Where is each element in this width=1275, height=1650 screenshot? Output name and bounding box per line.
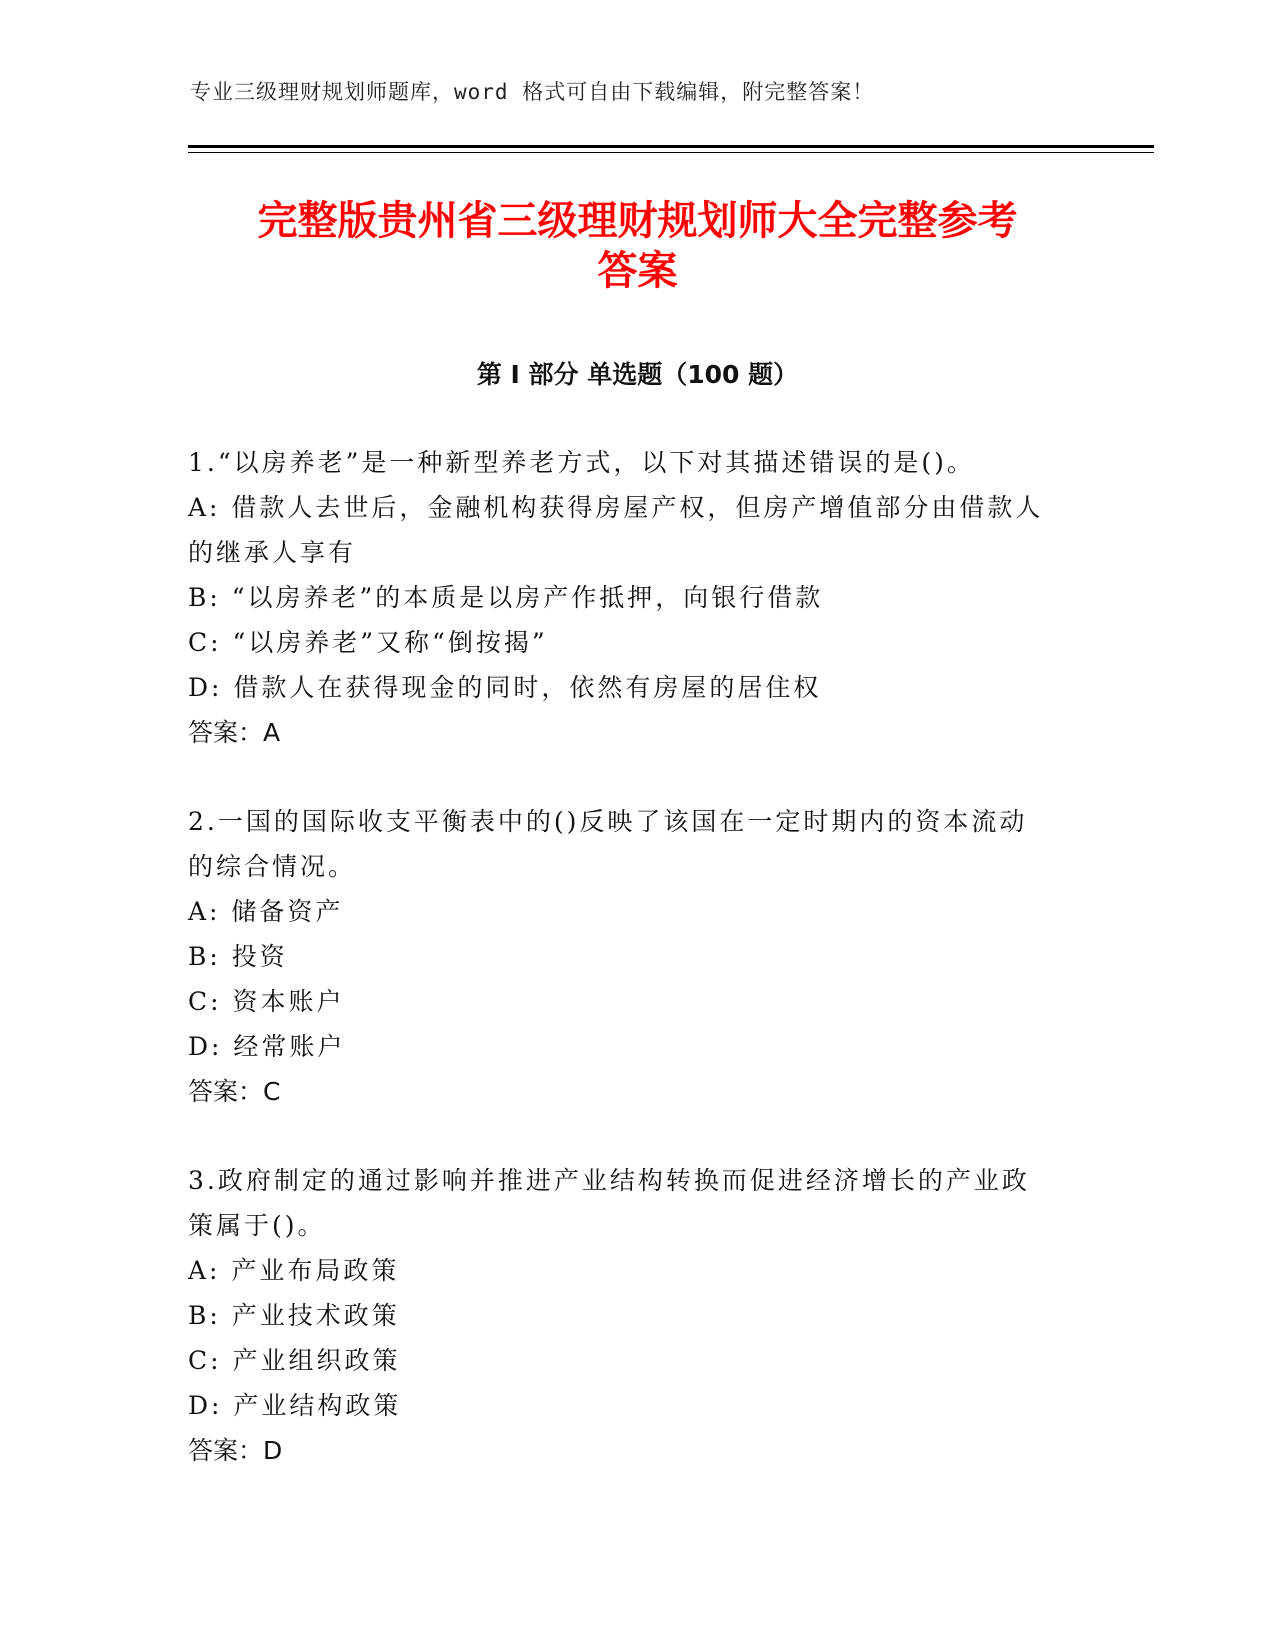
header-rule-thick [188, 145, 1154, 148]
option-a: A: 储备资产 [188, 897, 344, 926]
question-stem [188, 1158, 1088, 1248]
section-title: 第 I 部分 单选题（100 题） [476, 360, 799, 389]
question-list [188, 440, 1088, 1517]
question-stem-line2: 的综合情况。 [188, 852, 357, 881]
header-note: 专业三级理财规划师题库，word 格式可自由下载编辑，附完整答案！ [190, 80, 875, 104]
answer: 答案：D [188, 1436, 283, 1465]
question-3 [188, 1158, 1088, 1473]
option-a-continued: 的继承人享有 [188, 538, 357, 567]
option-b: B: 投资 [188, 942, 288, 971]
question-stem [188, 799, 1088, 889]
option-a: A: 产业布局政策 [188, 1256, 400, 1285]
option-a: A: 借款人去世后，金融机构获得房屋产权，但房产增值部分由借款人 [188, 493, 1044, 522]
option-d: D: 经常账户 [188, 1032, 346, 1061]
question-2 [188, 799, 1088, 1114]
answer: 答案：C [188, 1077, 281, 1106]
question-stem-line2: 策属于()。 [188, 1211, 326, 1240]
option-c: C: 资本账户 [188, 987, 345, 1016]
document-title-line1: 完整版贵州省三级理财规划师大全完整参考 [257, 198, 1018, 244]
option-d: D: 产业结构政策 [188, 1391, 402, 1420]
document-title-line2: 答案 [597, 248, 678, 294]
option-b: B: “以房养老”的本质是以房产作抵押，向银行借款 [188, 583, 824, 612]
question-stem-line1: 2.一国的国际收支平衡表中的()反映了该国在一定时期内的资本流动 [188, 807, 1028, 836]
question-stem-line1: 1.“以房养老”是一种新型养老方式，以下对其描述错误的是()。 [188, 448, 975, 477]
question-stem-line1: 3.政府制定的通过影响并推进产业结构转换而促进经济增长的产业政 [188, 1166, 1030, 1195]
header-rule-thin [188, 152, 1154, 153]
answer: 答案：A [188, 718, 281, 747]
option-d: D: 借款人在获得现金的同时，依然有房屋的居住权 [188, 673, 822, 702]
option-c: C: 产业组织政策 [188, 1346, 401, 1375]
option-c: C: “以房养老”又称“倒按揭” [188, 628, 548, 657]
option-b: B: 产业技术政策 [188, 1301, 400, 1330]
question-stem [188, 440, 1088, 485]
document-title [150, 196, 1125, 296]
question-1 [188, 440, 1088, 755]
